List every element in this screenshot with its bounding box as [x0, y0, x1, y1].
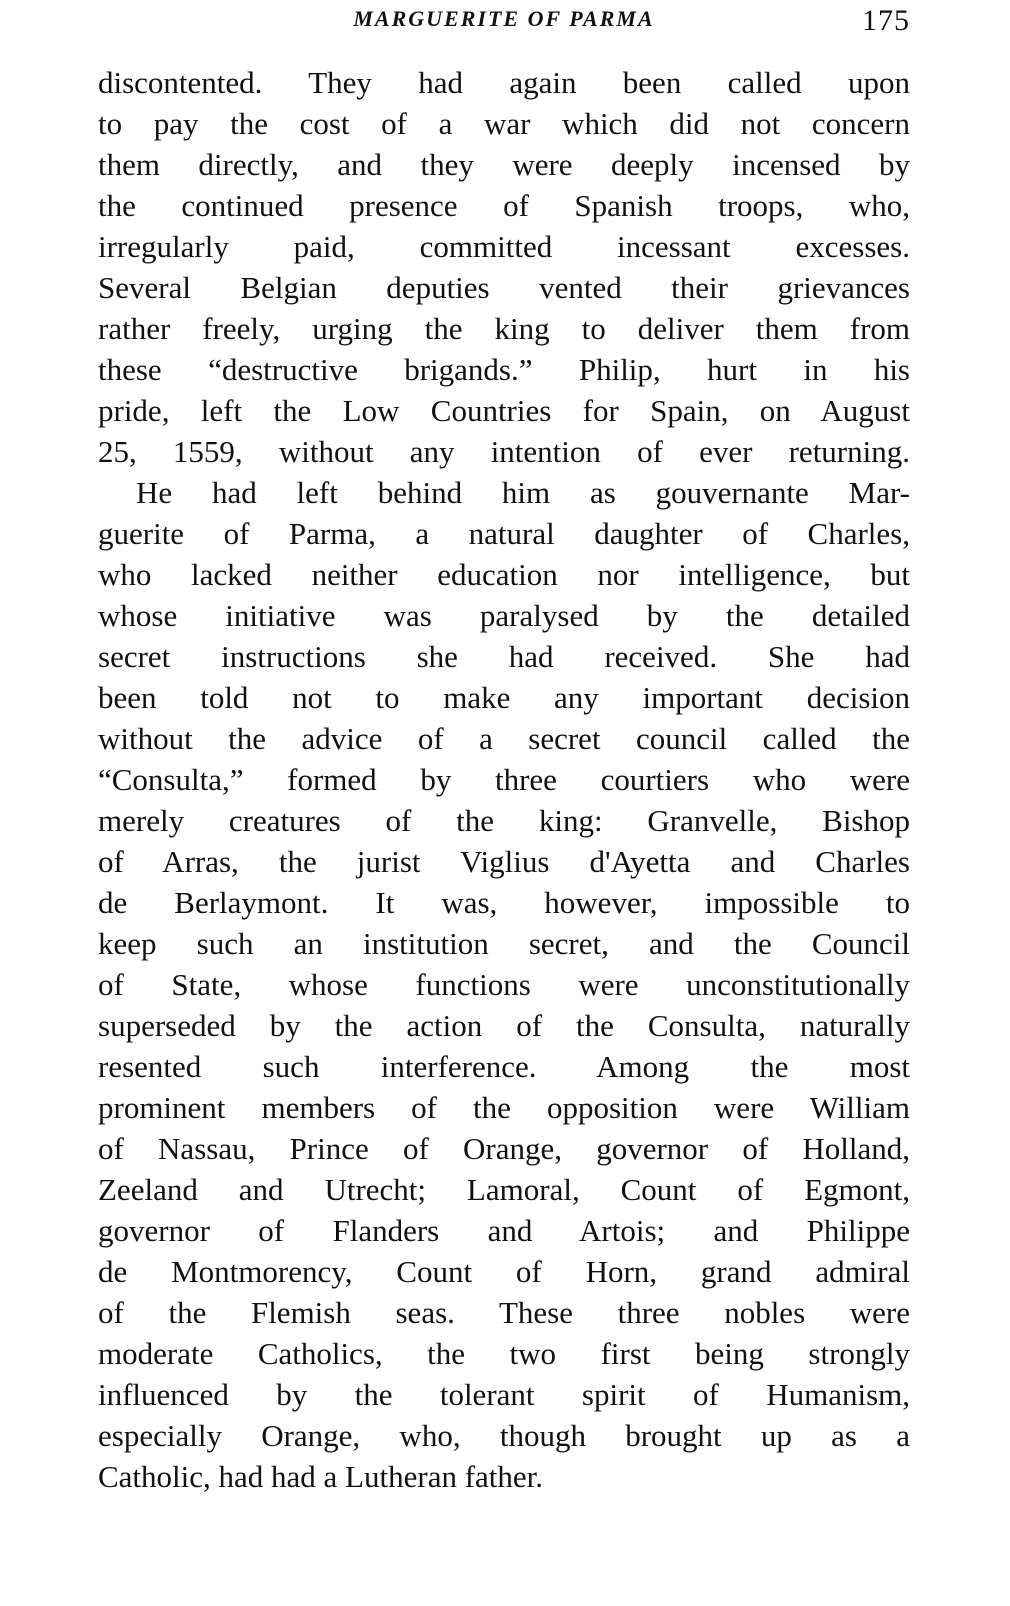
text-line: without the advice of a secret council called the	[98, 721, 910, 756]
text-line: discontented. They had again been called upon	[98, 65, 910, 100]
text-line: been told not to make any important decision	[98, 680, 910, 715]
page-number: 175	[862, 4, 910, 37]
text-line: of Nassau, Prince of Orange, governor of Holland,	[98, 1131, 910, 1166]
paragraph-last-line: Catholic, had had a Lutheran father.	[98, 1459, 544, 1494]
text-line: 25, 1559, without any intention of ever returning.	[98, 434, 910, 469]
text-line: governor of Flanders and Artois; and Philippe	[98, 1213, 910, 1248]
text-line: de Montmorency, Count of Horn, grand admiral	[98, 1254, 910, 1289]
text-line: these “destructive brigands.” Philip, hurt in his	[98, 352, 910, 387]
text-line: the continued presence of Spanish troops, who,	[98, 188, 910, 223]
text-line: irregularly paid, committed incessant excesses.	[98, 229, 910, 264]
text-line: of Arras, the jurist Viglius d'Ayetta and Charles	[98, 844, 910, 879]
text-line: of State, whose functions were unconstitutionally	[98, 967, 910, 1002]
text-line: them directly, and they were deeply incensed by	[98, 147, 910, 182]
text-line: “Consulta,” formed by three courtiers who were	[98, 762, 910, 797]
text-line: de Berlaymont. It was, however, impossible to	[98, 885, 910, 920]
text-line: secret instructions she had received. She had	[98, 639, 910, 674]
text-line: pride, left the Low Countries for Spain, on August	[98, 393, 910, 428]
paragraph-first-line: He had left behind him as gouvernante Mar-	[136, 475, 910, 510]
text-line: prominent members of the opposition were William	[98, 1090, 910, 1125]
text-line: whose initiative was paralysed by the detailed	[98, 598, 910, 633]
text-line: resented such interference. Among the most	[98, 1049, 910, 1084]
text-line: rather freely, urging the king to deliver them from	[98, 311, 910, 346]
text-line: who lacked neither education nor intelligence, but	[98, 557, 910, 592]
running-head	[98, 4, 910, 40]
text-line: especially Orange, who, though brought up as a	[98, 1418, 910, 1453]
body-text	[98, 62, 910, 1497]
text-line: guerite of Parma, a natural daughter of Charles,	[98, 516, 910, 551]
text-line: Several Belgian deputies vented their grievances	[98, 270, 910, 305]
text-line: moderate Catholics, the two first being strongly	[98, 1336, 910, 1371]
text-line: of the Flemish seas. These three nobles were	[98, 1295, 910, 1330]
text-line: superseded by the action of the Consulta, naturally	[98, 1008, 910, 1043]
text-line: to pay the cost of a war which did not concern	[98, 106, 910, 141]
text-line: influenced by the tolerant spirit of Humanism,	[98, 1377, 910, 1412]
text-line: Zeeland and Utrecht; Lamoral, Count of Egmont,	[98, 1172, 910, 1207]
text-line: merely creatures of the king: Granvelle, Bishop	[98, 803, 910, 838]
running-title: MARGUERITE OF PARMA	[353, 6, 655, 31]
text-line: keep such an institution secret, and the Council	[98, 926, 910, 961]
